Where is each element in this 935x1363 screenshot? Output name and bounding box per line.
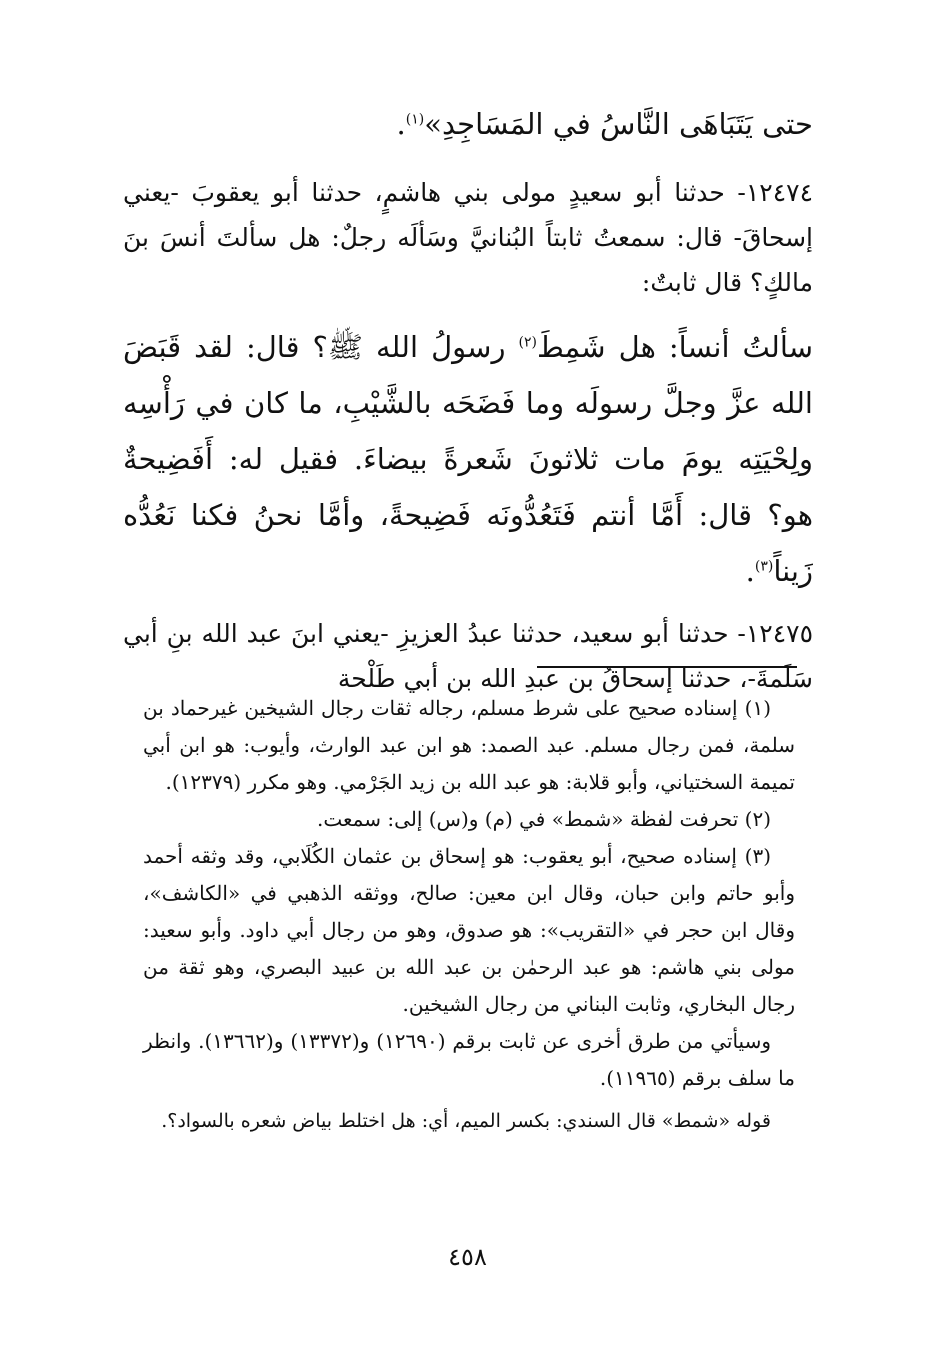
- hadith-text-part-b: رسولُ الله ﷺ؟ قال: لقد قَبَضَ الله عزَّ وجلَّ رسولَه وما فَضَحَه بالشَّيْبِ، ما كان في رَأْسِه ولِحْيَتِه يومَ مات ثلاثونَ شَعرةً بيضاءَ. فقيل له: أَفَضِيحةٌ هو؟ قال: أَمَّا أنتم فَتَعُدُّونَه فَضِيحةً، وأمَّا نحنُ فكنا نَعُدُّه زَيناً: [123, 330, 813, 588]
- hadith-12475-chain: ١٢٤٧٥- حدثنا أبو سعيد، حدثنا عبدُ العزيزِ -يعني ابنَ عبد الله بنِ أبي سَلَمةَ-، حدثنا إسحاقُ بن عبدِ الله بن أبي طَلْحة: [123, 619, 813, 693]
- footnote-ref-2: (٢): [518, 334, 537, 351]
- hadith-text-end-punct: .: [745, 554, 755, 588]
- footnotes: [143, 690, 795, 1140]
- hadith-text-part-a: سألتُ أنساً: هل شَمِطَ: [536, 330, 813, 364]
- hadith-12474-text: [123, 319, 813, 599]
- footnote-divider: [537, 666, 797, 668]
- footnote-2: (٢) تحرفت لفظة «شمط» في (م) و(س) إلى: سمعت.: [317, 807, 771, 831]
- footnote-3: (٣) إسناده صحيح، أبو يعقوب: هو إسحاق بن عثمان الكُلَابي، وقد وثقه أحمد وأبو حاتم وابن حبان، وقال ابن معين: صالح، ووثقه الذهبي في «الكاشف»، وقال ابن حجر في «التقريب»: هو صدوق، وهو من رجال أبي داود. وأبو سعيد: مولى بني هاشم: هو عبد الرحمٰن بن عبد الله بن عبيد البصري، وهو ثقة من رجال البخاري، وثابت البناني من رجال الشيخين.: [143, 844, 795, 1016]
- footnote-3-continued: وسيأتي من طرق أخرى عن ثابت برقم (١٢٦٩٠) و(١٣٣٧٢) و(١٣٦٦٢). وانظر ما سلف برقم (١١٩٦٥).: [143, 1029, 795, 1090]
- main-text: [123, 96, 813, 701]
- hadith-ending-punct: .: [396, 107, 406, 141]
- hadith-ending-line: [123, 96, 813, 152]
- footnote-1: (١) إسناده صحيح على شرط مسلم، رجاله ثقات رجال الشيخين غيرحماد بن سلمة، فمن رجال مسلم. عبد الصمد: هو ابن عبد الوارث، وأيوب: هو ابن أبي تميمة السختياني، وأبو قلابة: هو عبد الله بن زيد الجَرْمي. وهو مكرر (١٢٣٧٩).: [143, 696, 795, 794]
- footnote-ref-1: (١): [405, 111, 425, 128]
- footnote-3-explanation: قوله «شمط» قال السندي: بكسر الميم، أي: هل اختلط بياض شعره بالسواد؟.: [161, 1110, 771, 1132]
- footnote-ref-3: (٣): [754, 558, 774, 575]
- hadith-ending-text: حتى يَتَبَاهَى النَّاسُ في المَسَاجِدِ»: [424, 107, 813, 141]
- page-number: ٤٥٨: [448, 1243, 487, 1271]
- hadith-12474-chain: ١٢٤٧٤- حدثنا أبو سعيدٍ مولى بني هاشمٍ، حدثنا أبو يعقوبَ -يعني إسحاقَ- قال: سمعتُ ثابتاً البُنانيَّ وسَألَه رجلٌ: هل سألتَ أنسَ بنَ مالكٍ؟ قال ثابتٌ:: [123, 178, 813, 297]
